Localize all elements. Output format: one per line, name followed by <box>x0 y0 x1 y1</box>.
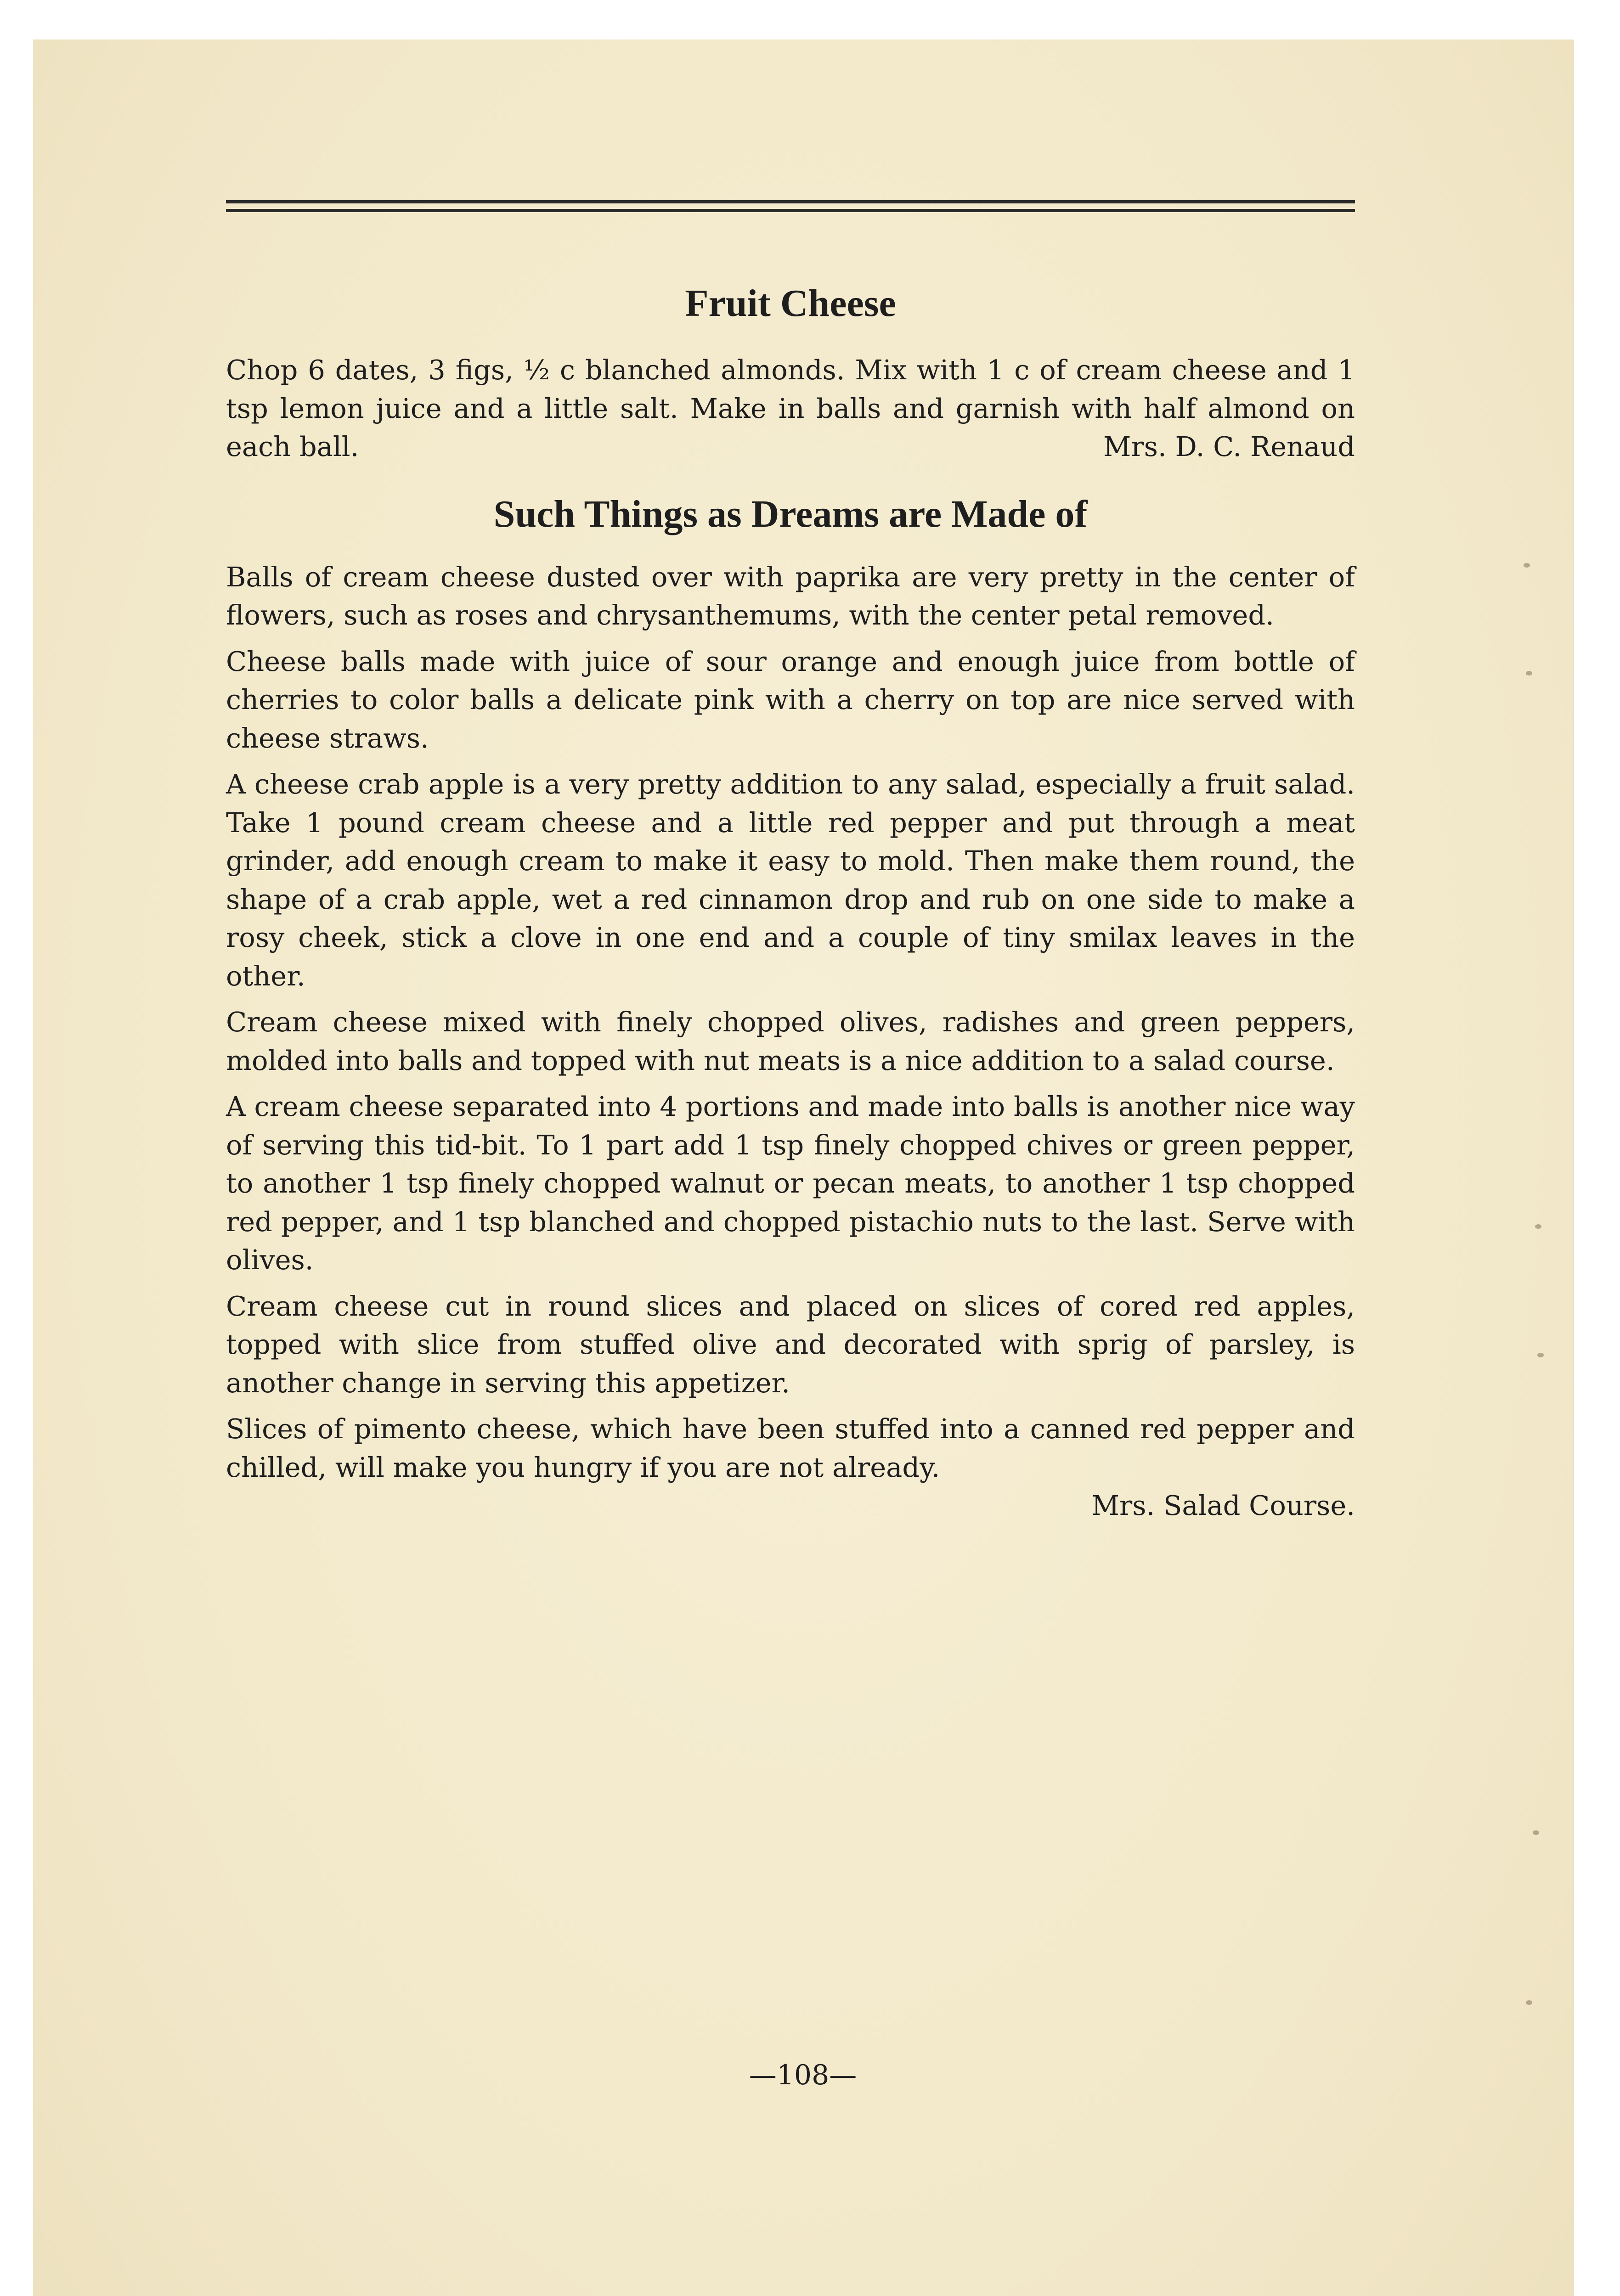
recipe-title-fruit-cheese: Fruit Cheese <box>685 282 896 325</box>
double-rule-divider <box>226 200 1355 212</box>
paper-fleck <box>1535 1224 1541 1229</box>
recipe-paragraph: Cream cheese mixed with finely chopped olives, radishes and green peppers, molded into balls and topped with nut meats is a nice addition to a salad course. <box>226 1006 1355 1076</box>
recipe-paragraph: Cheese balls made with juice of sour orange and enough juice from bottle of cherries to color balls a delicate pink with a cherry on top are nice served with cheese straws. <box>226 645 1355 754</box>
paper-fleck <box>1537 1353 1544 1357</box>
recipe-body-fruit-cheese <box>226 351 1355 466</box>
recipe-paragraph: Slices of pimento cheese, which have been stuffed into a canned red pepper and chilled, will make you hungry if you are not already. <box>226 1413 1355 1483</box>
book-page <box>33 39 1573 2296</box>
paper-fleck <box>1526 2000 1532 2005</box>
page-content <box>226 278 1355 1525</box>
recipe-paragraph: Balls of cream cheese dusted over with paprika are very pretty in the center of flowers, such as roses and chrysanthemums, with the center petal removed. <box>226 561 1355 631</box>
paper-fleck <box>1524 563 1530 568</box>
recipe-paragraph: Cream cheese cut in round slices and placed on slices of cored red apples, topped with slice from stuffed olive and decorated with sprig of parsley, is another change in serving this appetizer. <box>226 1290 1355 1399</box>
recipe-author: Mrs. D. C. Renaud <box>1103 431 1355 462</box>
page-number: —108— <box>749 2059 857 2091</box>
recipe-text: Chop 6 dates, 3 figs, ½ c blanched almonds. Mix with 1 c of cream cheese and 1 tsp lemon juice and a little salt. Make in balls and garnish with half almond on each ball. <box>226 354 1355 462</box>
paper-fleck <box>1526 671 1532 675</box>
paper-fleck <box>1533 1830 1539 1835</box>
recipe-paragraph: A cheese crab apple is a very pretty addition to any salad, especially a fruit salad. Take 1 pound cream cheese and a little red pepper and put through a meat grinder, add enough cream to make it easy to mold. Then make them round, the shape of a crab apple, wet a red cinnamon drop and rub on one side to make a rosy cheek, stick a clove in one end and a couple of tiny smilax leaves in the other. <box>226 768 1355 992</box>
recipe-paragraph: A cream cheese separated into 4 portions and made into balls is another nice way of serving this tid-bit. To 1 part add 1 tsp finely chopped chives or green pepper, to another 1 tsp finely chopped walnut or pecan meats, to another 1 tsp chopped red pepper, and 1 tsp blanched and chopped pistachio nuts to the last. Serve with olives. <box>226 1091 1355 1276</box>
recipe-title-dreams: Such Things as Dreams are Made of <box>493 492 1088 535</box>
recipe-author: Mrs. Salad Course. <box>1091 1490 1355 1521</box>
